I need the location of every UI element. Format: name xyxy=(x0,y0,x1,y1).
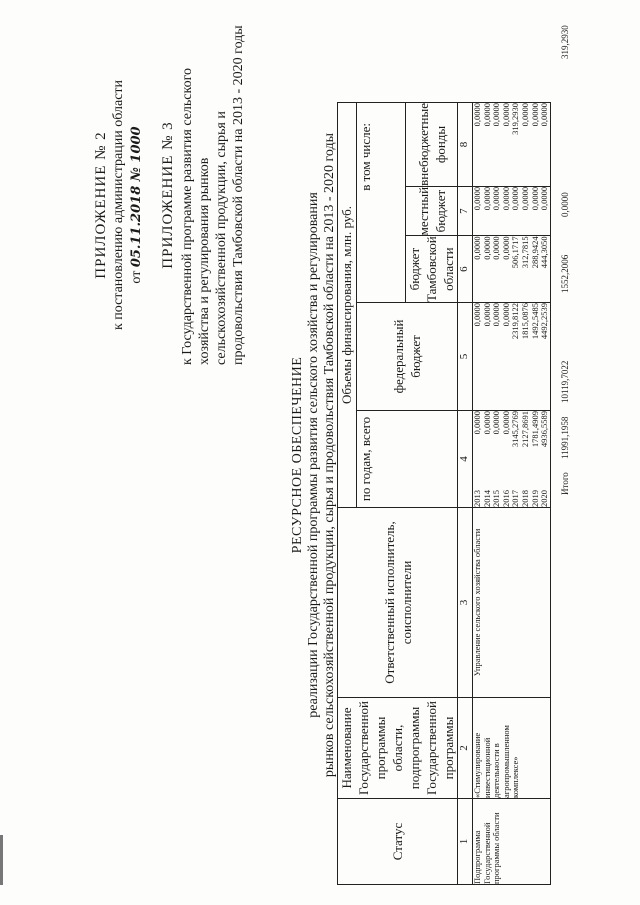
federal-value: 0,0000 xyxy=(491,302,502,327)
appendix-2-prefix: от xyxy=(129,270,144,284)
local-value: 0,0000 xyxy=(500,186,511,211)
itogo-total: 11991,1958 xyxy=(560,416,570,459)
header-federal: федеральный бюджет xyxy=(357,302,458,410)
regional-value: 312,7815 xyxy=(519,236,530,269)
local-value: 0,0000 xyxy=(510,186,521,211)
header-offbudget: внебюджетные фонды xyxy=(406,103,458,187)
federal-value: 0,0000 xyxy=(481,302,492,327)
years-list xyxy=(473,490,550,507)
year-value: 2016 xyxy=(500,489,511,507)
offbudget-values xyxy=(473,103,551,187)
appendix-3-text: к Государственной программе развития сельского хозяйства и регулирования рынков сельскохозяйственной продукции, сырья и продовольствия Тамбовской области на 2013 - 2020 годы xyxy=(180,25,246,365)
local-value: 0,0000 xyxy=(472,186,482,211)
col-number: 6 xyxy=(458,236,473,303)
itogo-local: 0,0000 xyxy=(560,192,570,217)
offbudget-value: 319,2930 xyxy=(510,103,521,135)
year-value: 2020 xyxy=(539,489,550,507)
regional-value: 0,0000 xyxy=(491,236,502,260)
regional-value: 0,0000 xyxy=(481,236,492,260)
row-years-and-totals xyxy=(473,410,551,507)
header-executor: Ответственный исполнитель, соисполнители xyxy=(338,507,458,697)
federal-value: 2319,8122 xyxy=(510,302,521,340)
column-numbers-row xyxy=(458,103,473,885)
offbudget-value: 0,0000 xyxy=(529,103,540,127)
heading-line-2: рынков сельскохозяйственной продукции, сырья и продовольствия Тамбовской области на 2013 - 2020 годы xyxy=(322,132,337,778)
regional-value: 506,1717 xyxy=(510,236,521,269)
local-value: 0,0000 xyxy=(491,186,502,211)
header-regional: бюджет Тамбовской области xyxy=(407,236,456,302)
offbudget-value: 0,0000 xyxy=(481,103,492,127)
local-value: 0,0000 xyxy=(539,186,550,211)
regional-values xyxy=(473,236,551,303)
appendix-2-title: ПРИЛОЖЕНИЕ № 2 xyxy=(93,131,109,279)
federal-value: 1492,5485 xyxy=(529,302,540,340)
local-value: 0,0000 xyxy=(519,186,530,211)
total-value: 1781,4909 xyxy=(529,410,540,448)
col-number: 8 xyxy=(458,103,473,187)
appendix-2-header xyxy=(92,25,146,385)
itogo-federal: 10119,7022 xyxy=(560,360,570,403)
total-value: 0,0000 xyxy=(491,410,502,435)
offbudget-value: 0,0000 xyxy=(500,103,511,127)
appendix-2-line: к постановлению администрации области xyxy=(111,79,126,331)
header-by-years: по годам, всего xyxy=(357,410,458,507)
itogo-label: Итого xyxy=(560,472,570,495)
col-number: 2 xyxy=(458,697,473,798)
offbudget-value: 0,0000 xyxy=(472,103,482,127)
header-status: Статус xyxy=(338,799,458,885)
year-value: 2015 xyxy=(491,489,502,507)
total-value: 4936,5589 xyxy=(539,410,550,448)
col-number: 5 xyxy=(458,302,473,410)
col-number: 1 xyxy=(458,799,473,885)
local-value: 0,0000 xyxy=(529,186,540,211)
year-value: 2018 xyxy=(519,489,530,507)
header-program-name: Наименование Государственной программы области, подпрограммы Государственной программы xyxy=(338,697,458,798)
row-executor: Управление сельского хозяйства области xyxy=(473,507,551,697)
local-value: 0,0000 xyxy=(481,186,492,211)
appendix-2-date-line xyxy=(128,25,146,385)
local-values xyxy=(473,186,551,235)
federal-value: 0,0000 xyxy=(500,302,511,327)
total-value: 0,0000 xyxy=(500,410,511,435)
regional-value: 0,0000 xyxy=(472,236,482,260)
federal-value: 4492,2539 xyxy=(539,302,550,340)
offbudget-value: 0,0000 xyxy=(539,103,550,127)
col-number: 7 xyxy=(458,186,473,235)
header-including: в том числе: xyxy=(357,103,406,303)
year-value: 2014 xyxy=(481,489,492,507)
heading-line-1: реализации Государственной программы развития сельского хозяйства и регулирования xyxy=(306,192,321,718)
itogo-regional: 1552,2006 xyxy=(560,254,570,293)
federal-values xyxy=(473,302,551,410)
col-number: 4 xyxy=(458,410,473,507)
appendix-3-title: ПРИЛОЖЕНИЕ № 3 xyxy=(160,121,176,269)
col-number: 3 xyxy=(458,507,473,697)
year-value: 2019 xyxy=(529,489,540,507)
total-value: 3145,2769 xyxy=(510,410,521,448)
heading-title: РЕСУРСНОЕ ОБЕСПЕЧЕНИЕ xyxy=(290,356,305,554)
totals-list xyxy=(473,411,550,447)
scan-edge-mark xyxy=(0,835,3,885)
offbudget-value: 0,0000 xyxy=(519,103,530,127)
header-local: местный бюджет xyxy=(406,186,458,235)
federal-value: 1815,0876 xyxy=(519,302,530,340)
row-program-name: «Стимулирование инвестиционной деятельности в агропромышленном комплексе» xyxy=(473,697,551,798)
appendix-3-header xyxy=(160,25,247,365)
year-value: 2017 xyxy=(510,489,521,507)
header-financing: Объемы финансирования, млн. руб. xyxy=(338,103,357,508)
total-value: 0,0000 xyxy=(472,410,482,435)
regional-value: 0,0000 xyxy=(500,236,511,260)
total-value: 0,0000 xyxy=(481,410,492,435)
offbudget-value: 0,0000 xyxy=(491,103,502,127)
document-heading xyxy=(290,45,338,865)
header-row-1 xyxy=(338,103,357,885)
regional-value: 288,9424 xyxy=(529,236,540,269)
itogo-offbudget: 319,2930 xyxy=(560,25,570,59)
subprogram-row xyxy=(473,103,551,885)
resource-table xyxy=(337,102,551,885)
federal-value: 0,0000 xyxy=(472,302,482,327)
regional-value: 444,3050 xyxy=(539,236,550,269)
row-status: Подпрограмма Государственной программы области xyxy=(473,799,551,885)
year-value: 2013 xyxy=(472,489,482,507)
handwritten-date-number: 05.11.2018 № 1000 xyxy=(129,126,144,268)
total-value: 2127,8691 xyxy=(519,410,530,448)
